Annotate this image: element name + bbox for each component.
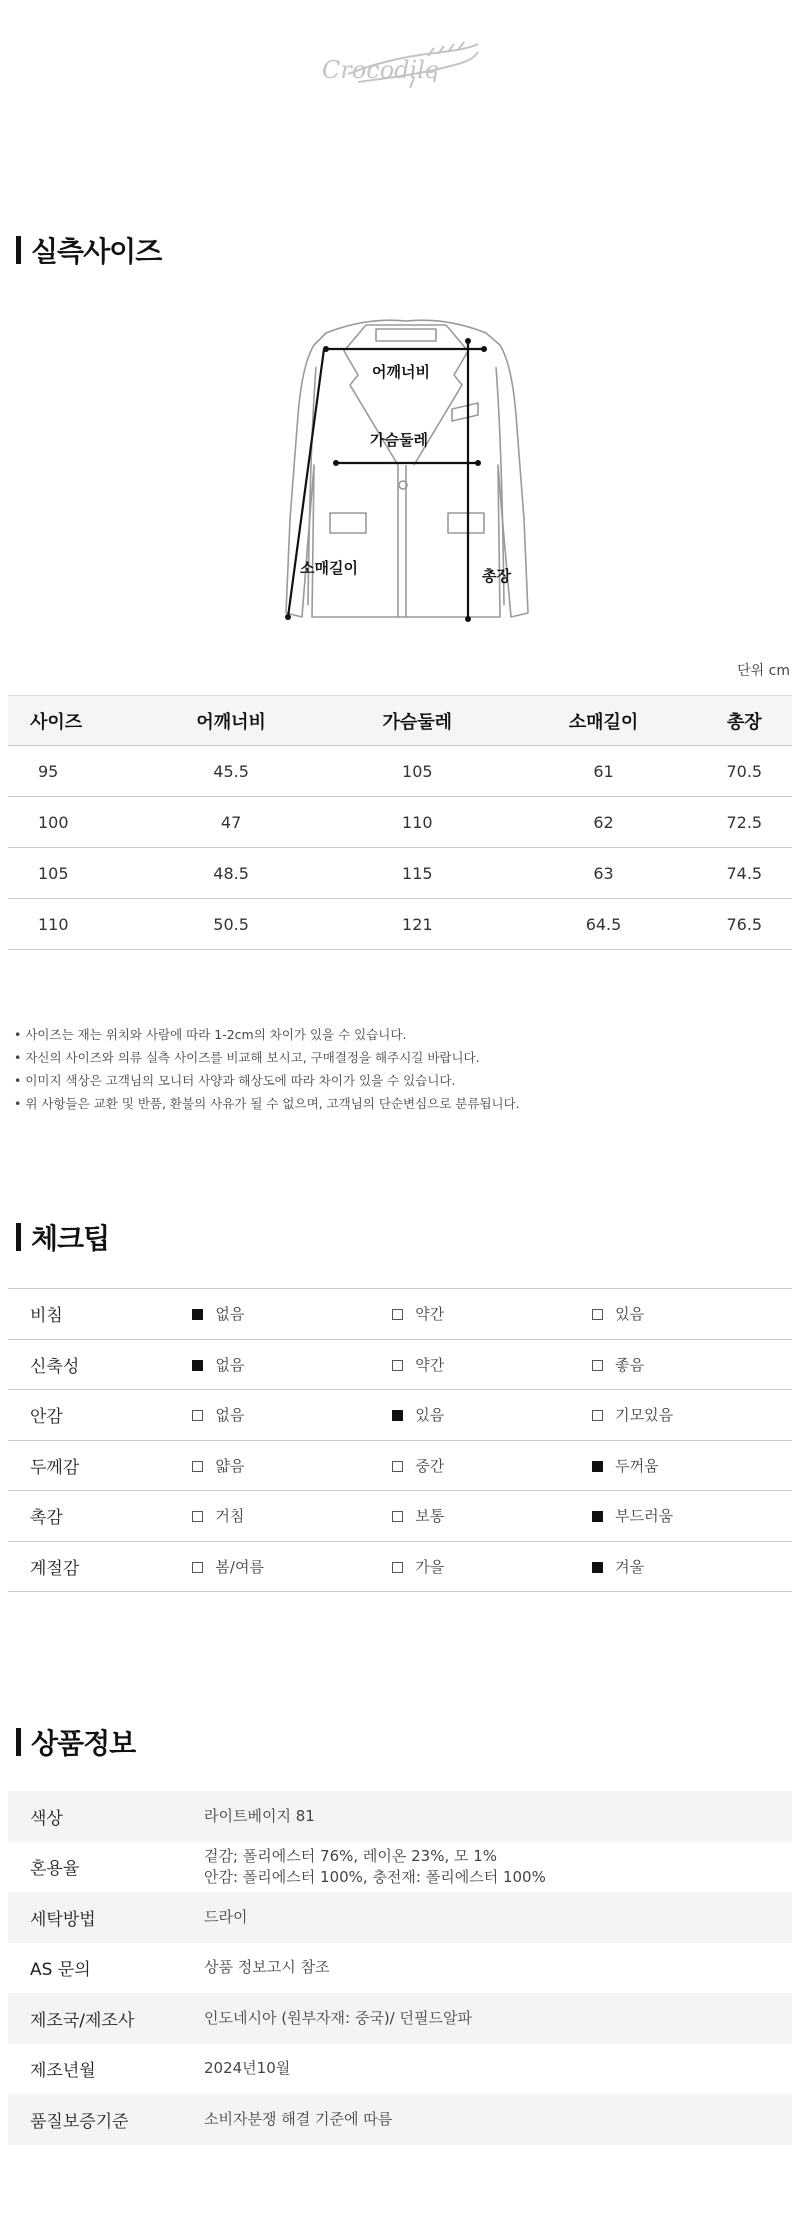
table-row [8,899,792,950]
check-tip-title-text: 체크팁 [31,1222,110,1255]
header-length: 총장 [697,696,792,746]
unit-label: 단위 cm [737,663,790,679]
cell-size: 100 [8,797,138,848]
check-tip-option [192,1390,392,1441]
check-tip-option [192,1289,392,1340]
checkbox-empty-icon [592,1309,603,1320]
check-tip-option-label: 없음 [215,1355,245,1374]
size-table [8,695,792,950]
check-tip-label: 신축성 [8,1339,192,1390]
check-tip-row [8,1339,792,1390]
check-tip-option-label: 거침 [215,1507,245,1526]
checkbox-empty-icon [392,1360,403,1371]
check-tip-option-label: 겨울 [615,1557,645,1576]
product-info-key: 제조년월 [30,2061,96,2082]
title-bar [16,1728,21,1756]
cell-length: 70.5 [697,746,792,797]
check-tip-option [392,1339,592,1390]
note-item: • 위 사항들은 교환 및 반품, 환불의 사유가 될 수 없으며, 고객님의 단순변심으로 분류됩니다. [14,1096,520,1111]
checkbox-empty-icon [192,1461,203,1472]
size-table-header [8,696,792,746]
product-info-row [8,1943,792,1994]
cell-sleeve: 63 [510,848,696,899]
size-notes [14,1023,520,1115]
checkbox-empty-icon [592,1360,603,1371]
check-tip-row [8,1390,792,1441]
cell-chest: 110 [324,797,510,848]
product-info-value-line: 상품 정보고시 참조 [204,1958,330,1977]
check-tip-option [192,1541,392,1592]
checkbox-checked-icon [392,1410,403,1421]
check-tip-option-label: 봄/여름 [215,1557,264,1576]
checkbox-empty-icon [392,1461,403,1472]
title-bar [16,1223,21,1251]
product-info-value-line: 드라이 [204,1907,248,1926]
cell-size: 110 [8,899,138,950]
check-tip-option [392,1491,592,1542]
check-tip-option [392,1390,592,1441]
check-tip-option-label: 기모있음 [615,1406,674,1425]
check-tip-option-label: 있음 [415,1406,445,1425]
label-length: 총장 [482,567,511,585]
product-info-key: 혼용율 [30,1859,80,1880]
size-section-title-text: 실측사이즈 [31,235,162,268]
check-tip-option-label: 두꺼움 [615,1456,659,1475]
product-info-value [204,1791,792,1842]
checkbox-empty-icon [392,1562,403,1573]
product-info-row [8,1791,792,1842]
check-tip-option-label: 보통 [415,1507,445,1526]
jacket-diagram [266,305,546,635]
cell-size: 105 [8,848,138,899]
check-tip-option-label: 얇음 [215,1456,245,1475]
cell-chest: 115 [324,848,510,899]
product-info-title [16,1722,135,1762]
check-tip-option [192,1440,392,1491]
check-tip-title [16,1217,109,1257]
check-tip-label: 안감 [8,1390,192,1441]
cell-shoulder: 45.5 [138,746,324,797]
product-info-value-line: 겉감; 폴리에스터 76%, 레이온 23%, 모 1% [204,1846,498,1865]
check-tip-option-label: 좋음 [615,1355,645,1374]
cell-shoulder: 47 [138,797,324,848]
product-info-value-line: 안감: 폴리에스터 100%, 충전재: 폴리에스터 100% [204,1867,546,1886]
product-info-row [8,1892,792,1943]
brand-logo [318,34,482,100]
check-tip-label: 두께감 [8,1440,192,1491]
product-info-value-line: 인도네시아 (원부자재: 중국)/ 던필드알파 [204,2008,472,2027]
product-info-value-line: 2024년10월 [204,2059,291,2078]
check-tip-option [592,1339,792,1390]
product-info-table [8,1791,792,2145]
cell-shoulder: 50.5 [138,899,324,950]
product-info-value-line: 라이트베이지 81 [204,1806,315,1825]
table-row [8,848,792,899]
check-tip-option [192,1339,392,1390]
cell-shoulder: 48.5 [138,848,324,899]
cell-chest: 121 [324,899,510,950]
check-tip-option [592,1440,792,1491]
check-tip-option-label: 약간 [415,1305,445,1324]
checkbox-checked-icon [592,1511,603,1522]
note-item: • 이미지 색상은 고객님의 모니터 사양과 해상도에 따라 차이가 있을 수 있습니다. [14,1073,456,1088]
check-tip-option [592,1541,792,1592]
cell-length: 74.5 [697,848,792,899]
logo-text: Crocodile [322,56,440,84]
product-info-row [8,2044,792,2095]
label-chest: 가슴둘레 [370,431,428,449]
note-item: • 사이즈는 재는 위치와 사람에 따라 1-2cm의 차이가 있을 수 있습니다. [14,1027,407,1042]
checkbox-checked-icon [192,1309,203,1320]
header-size: 사이즈 [8,696,138,746]
product-info-value [204,1993,792,2044]
check-tip-option-label: 가을 [415,1557,445,1576]
checkbox-empty-icon [592,1410,603,1421]
cell-sleeve: 62 [510,797,696,848]
product-info-value [204,2044,792,2095]
label-sleeve: 소매길이 [300,559,358,577]
title-bar [16,236,21,264]
check-tip-option [592,1289,792,1340]
check-tip-option [592,1491,792,1542]
product-info-value [204,1892,792,1943]
table-row [8,746,792,797]
cell-length: 76.5 [697,899,792,950]
checkbox-checked-icon [592,1562,603,1573]
product-info-key: 제조국/제조사 [8,1993,204,2044]
check-tip-option-label: 약간 [415,1355,445,1374]
product-info-key: AS 문의 [30,1960,91,1981]
checkbox-checked-icon [592,1461,603,1472]
product-info-title-text: 상품정보 [31,1727,136,1760]
product-info-key: 세탁방법 [8,1892,204,1943]
cell-sleeve: 64.5 [510,899,696,950]
check-tip-option-label: 부드러움 [615,1507,674,1526]
product-info-value-line: 소비자분쟁 해결 기준에 따름 [204,2109,393,2128]
checkbox-empty-icon [192,1511,203,1522]
note-item: • 자신의 사이즈와 의류 실측 사이즈를 비교해 보시고, 구매결정을 해주시길 바랍니다. [14,1050,480,1065]
product-info-row [8,1842,792,1893]
check-tip-row [8,1541,792,1592]
checkbox-empty-icon [392,1309,403,1320]
check-tip-label: 계절감 [8,1541,192,1592]
check-tip-row [8,1491,792,1542]
cell-size: 95 [8,746,138,797]
checkbox-empty-icon [392,1511,403,1522]
product-info-row [8,2094,792,2145]
product-info-value [204,2094,792,2145]
label-shoulder: 어깨너비 [372,363,430,381]
check-tip-row [8,1440,792,1491]
size-section-title [16,230,161,270]
table-row [8,797,792,848]
check-tip-option [192,1491,392,1542]
check-tip-option-label: 중간 [415,1456,445,1475]
cell-chest: 105 [324,746,510,797]
product-info-value [204,1842,792,1893]
check-tip-label: 촉감 [8,1491,192,1542]
checkbox-checked-icon [192,1360,203,1371]
check-tip-label: 비침 [8,1289,192,1340]
check-tip-option [592,1390,792,1441]
cell-length: 72.5 [697,797,792,848]
product-info-value [204,1943,792,1994]
check-tip-option [392,1440,592,1491]
header-sleeve: 소매길이 [510,696,696,746]
checkbox-empty-icon [192,1562,203,1573]
product-info-key: 품질보증기준 [8,2094,204,2145]
check-tip-option-label: 없음 [215,1406,245,1425]
checkbox-empty-icon [192,1410,203,1421]
check-tip-option [392,1289,592,1340]
product-info-key: 색상 [8,1791,204,1842]
product-info-row [8,1993,792,2044]
header-shoulder: 어깨너비 [138,696,324,746]
header-chest: 가슴둘레 [324,696,510,746]
check-tip-option-label: 있음 [615,1305,645,1324]
check-tip-option-label: 없음 [215,1305,245,1324]
check-tip-table [8,1288,792,1592]
check-tip-row [8,1289,792,1340]
check-tip-option [392,1541,592,1592]
cell-sleeve: 61 [510,746,696,797]
